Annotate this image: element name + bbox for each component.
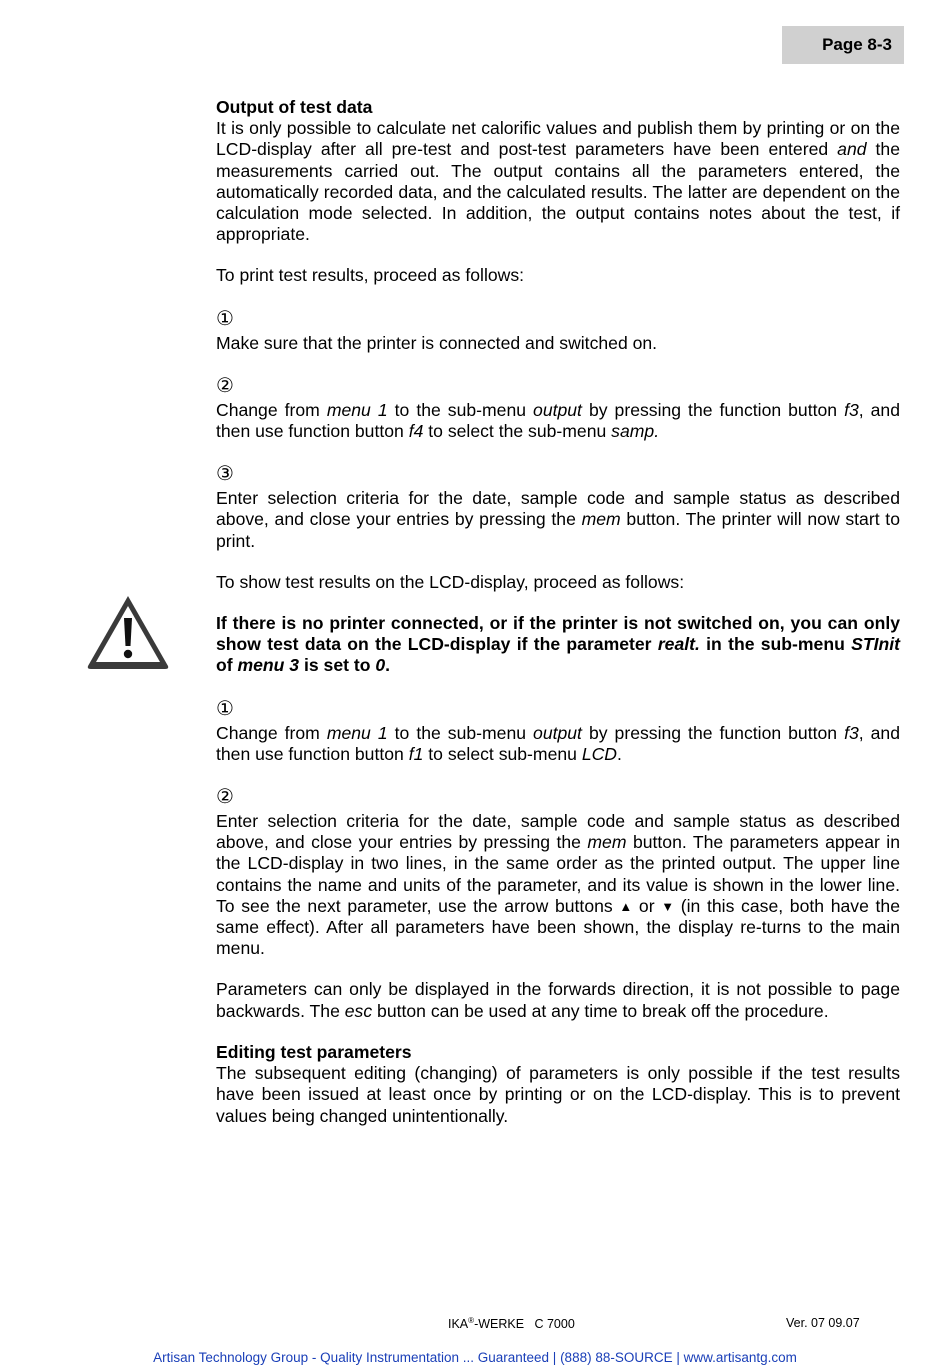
document-body (216, 97, 900, 1127)
footer-version: Ver. 07 09.07 (786, 1316, 860, 1330)
step-number-2: ② (216, 374, 234, 397)
warning-triangle-icon (84, 592, 172, 672)
print-intro: To print test results, proceed as follows: (216, 265, 525, 286)
page-number-tag: Page 8-3 (782, 26, 904, 64)
paragraph-editing: The subsequent editing (changing) of parameters is only possible if the test results have been issued at least once by printing or on the LCD-display. This is to prevent values being changed unintentionally. (216, 1063, 900, 1126)
print-step-3: Enter selection criteria for the date, sample code and sample status as described above, and close your entries by pressing the mem button. The printer will now start to print. (216, 488, 900, 551)
warning-note: If there is no printer connected, or if the printer is not switched on, you can only show test data on the LCD-display if the parameter realt. in the sub-menu STInit of menu 3 is set to 0. (216, 613, 901, 676)
section-heading-output: Output of test data (216, 97, 373, 117)
paragraph-forward-only: Parameters can only be displayed in the forwards direction, it is not possible to page backwards. The esc button can be used at any time to break off the procedure. (216, 979, 900, 1021)
lcd-step-number-1: ① (216, 697, 234, 720)
show-intro: To show test results on the LCD-display, proceed as follows: (216, 571, 685, 592)
print-step-2: Change from menu 1 to the sub-menu output by pressing the function button f3, and then use function button f4 to select the sub-menu samp. (216, 399, 900, 442)
lcd-step-number-2: ② (216, 786, 234, 809)
step-number-3: ③ (216, 463, 234, 486)
artisan-footer-link[interactable]: Artisan Technology Group - Quality Instrumentation ... Guaranteed | (888) 88-SOURCE | www.artisantg.com (153, 1350, 797, 1365)
paragraph-output-intro: It is only possible to calculate net calorific values and publish them by printing or on the LCD-display after all pre-test and post-test parameters have been entered and the measurements carried out. The output contains all the parameters entered, the automatically recorded data, and the calculated results. The latter are dependent on the calculation mode selected. In addition, the output contains notes about the test, if appropriate. (216, 118, 900, 245)
footer-product: IKA®-WERKE C 7000 (448, 1316, 575, 1332)
print-step-1: Make sure that the printer is connected and switched on. (216, 332, 658, 353)
section-heading-editing: Editing test parameters (216, 1041, 412, 1062)
lcd-step-1: Change from menu 1 to the sub-menu output by pressing the function button f3, and then use function button f1 to select sub-menu LCD. (216, 722, 900, 764)
arrow-up-icon: ▲ (619, 898, 633, 914)
step-number-1: ① (216, 307, 234, 330)
arrow-down-icon: ▼ (661, 898, 675, 914)
lcd-step-2: Enter selection criteria for the date, sample code and sample status as described above, and close your entries by pressing the mem button. The parameters appear in the LCD-display in two lines, in the same order as the printed output. The upper line contains the name and units of the parameter, and its value is shown in the lower line. To see the next parameter, use the arrow buttons ▲ or ▼ (in this case, both have the same effect). After all parameters have been shown, the display re-turns to the main menu. (216, 811, 900, 959)
